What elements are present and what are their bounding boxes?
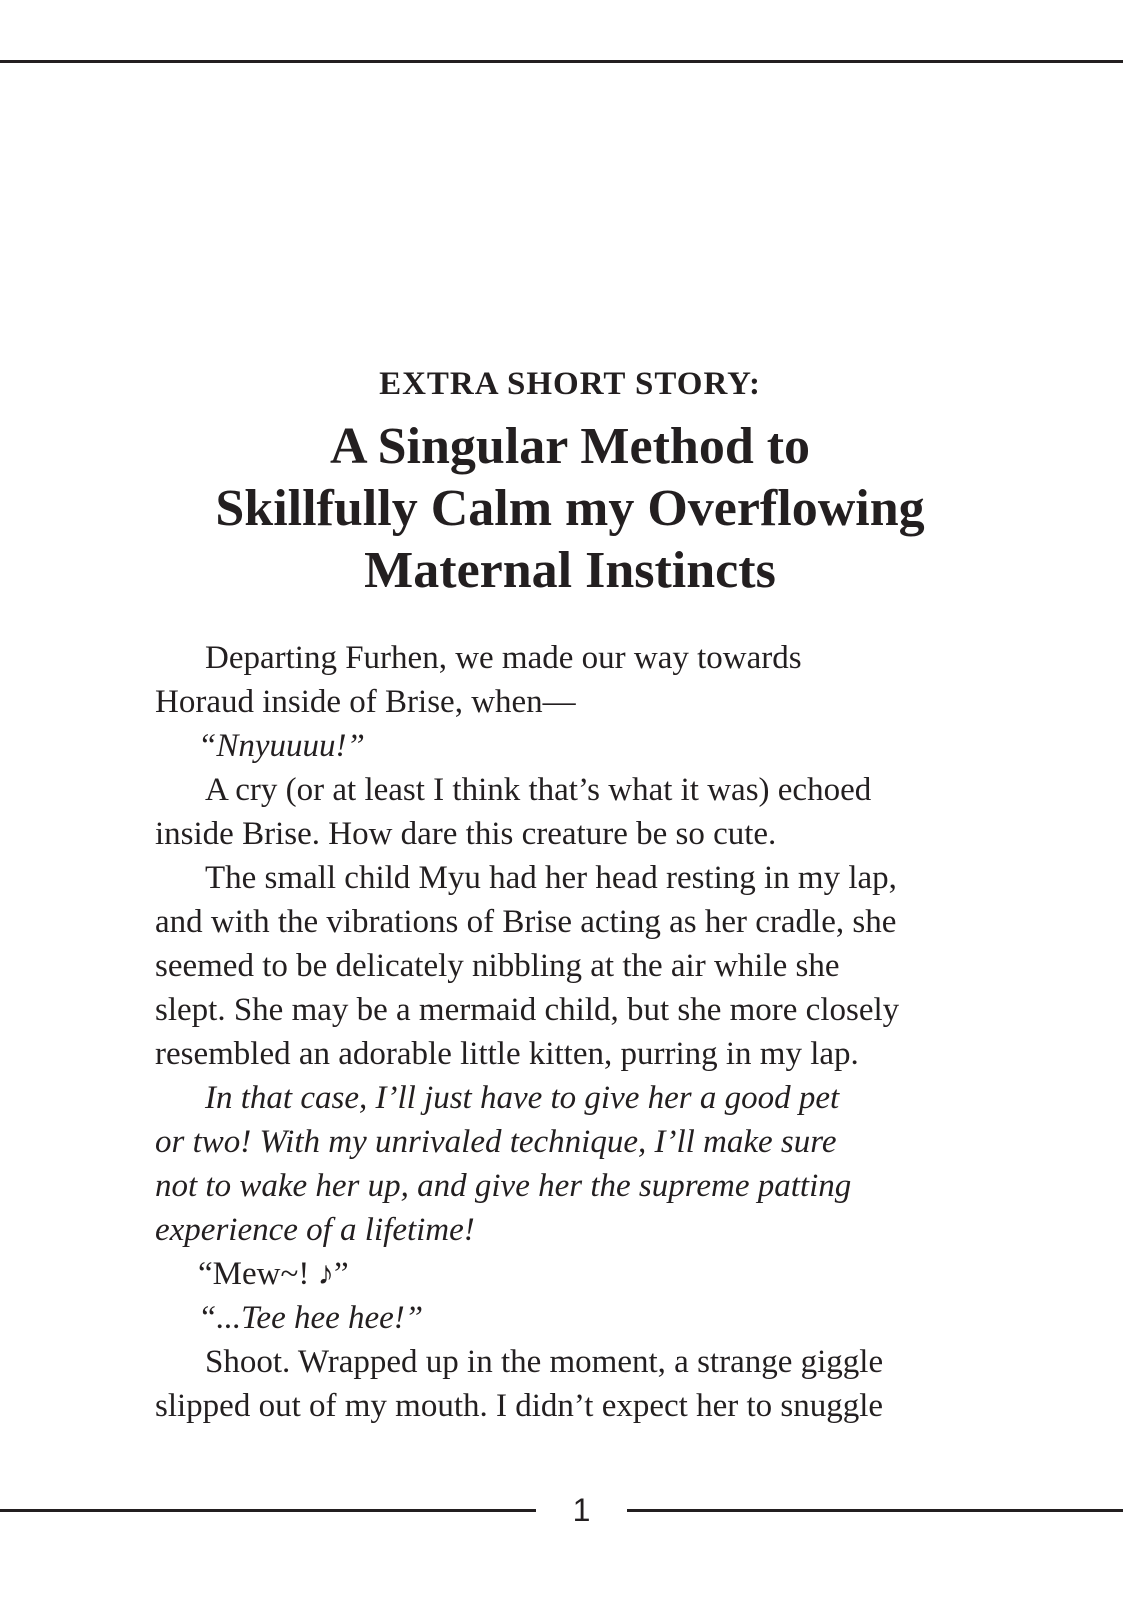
story-thought-line: or two! With my unrivaled technique, I’ll make sure [155,1124,837,1160]
top-rule [0,60,1123,63]
story-line: Departing Furhen, we made our way towards [205,640,802,676]
story-thought-line: not to wake her up, and give her the supreme patting [155,1168,852,1204]
story-thought-line: experience of a lifetime! [155,1212,475,1248]
footer-rule-right [627,1509,1123,1512]
story-line: slept. She may be a mermaid child, but she more closely [155,992,900,1028]
story-line: and with the vibrations of Brise acting as her cradle, she [155,904,897,940]
story-line: slipped out of my mouth. I didn’t expect her to snuggle [155,1388,884,1424]
story-line: inside Brise. How dare this creature be so cute. [155,816,777,852]
chapter-header [0,364,1123,602]
chapter-title-line: Skillfully Calm my Overflowing [215,480,925,537]
footer-rule-left [0,1509,536,1512]
chapter-title [0,416,1123,602]
page-number: 1 [572,1492,591,1528]
story-dialogue-line: “Nnyuuuu!” [198,728,365,764]
story-line: seemed to be delicately nibbling at the air while she [155,948,840,984]
story-line: A cry (or at least I think that’s what it was) echoed [205,772,872,808]
story-thought-line: In that case, I’ll just have to give her a good pet [205,1080,840,1116]
story-line: resembled an adorable little kitten, purring in my lap. [155,1036,859,1072]
chapter-title-line: Maternal Instincts [364,542,776,599]
chapter-title-line: A Singular Method to [329,418,811,475]
story-line: Shoot. Wrapped up in the moment, a strange giggle [205,1344,884,1380]
story-line: The small child Myu had her head resting in my lap, [205,860,897,896]
chapter-kicker: EXTRA SHORT STORY: [379,366,761,402]
story-dialogue-line: “Mew~! ♪” [198,1256,349,1292]
story-body [155,636,1005,1428]
page-footer [0,1488,1123,1532]
story-dialogue-line: “...Tee hee hee!” [198,1300,424,1336]
story-line: Horaud inside of Brise, when— [155,684,576,720]
